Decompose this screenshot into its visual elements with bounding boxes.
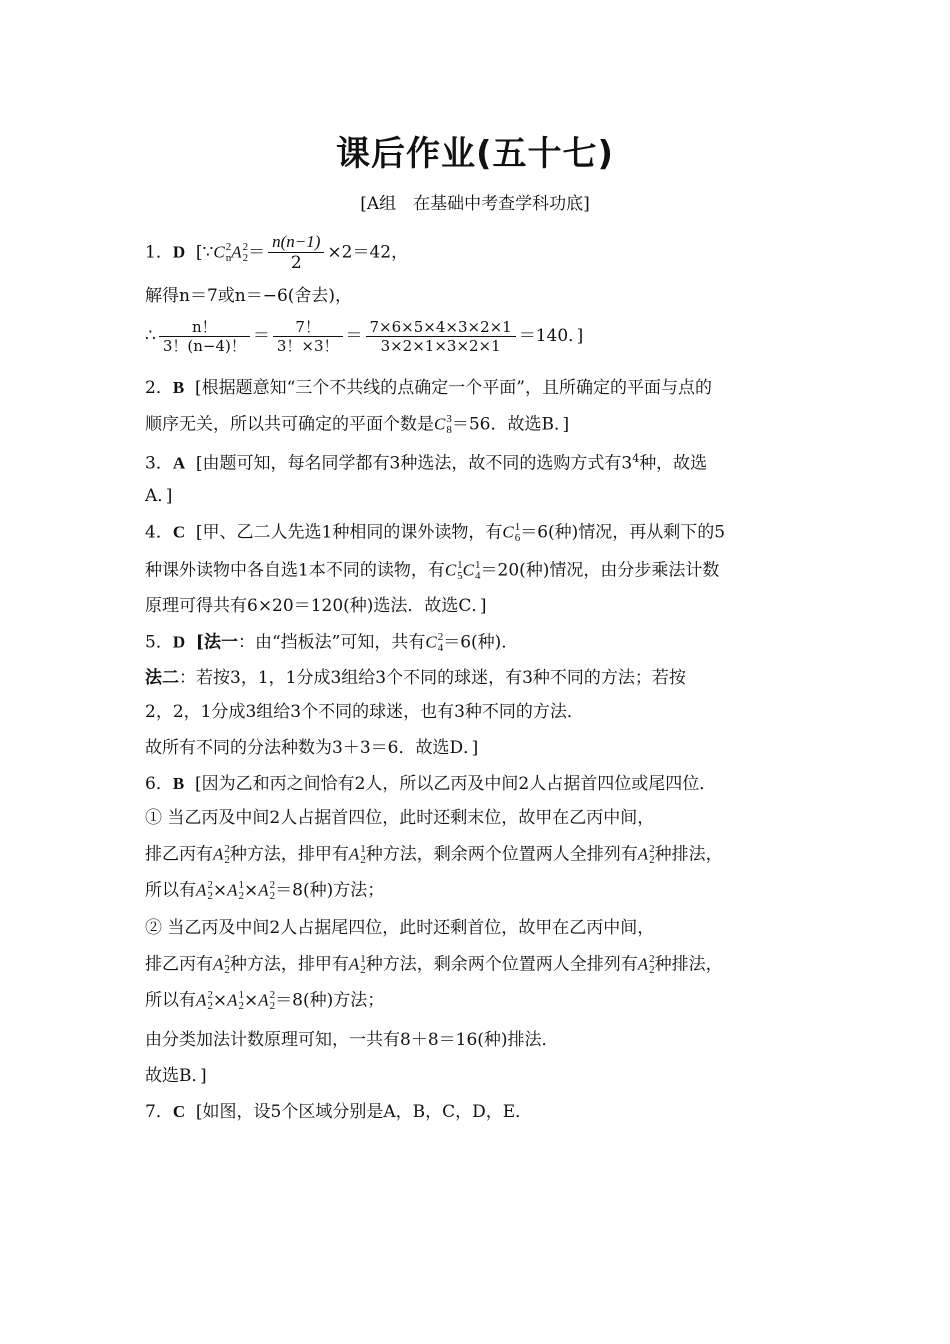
q5-answer: D bbox=[172, 632, 186, 652]
q4-line2: 种课外读物中各自选1本不同的读物，有C 1 5 C 1 4 ＝20(种)情况，由分步乘法计数 bbox=[145, 559, 720, 582]
q4-line1: 4．C [甲、乙二人先选1种相同的课外读物，有C 1 6 ＝6(种)情况，再从剩下的5 bbox=[145, 521, 726, 544]
q1-line1: 1．D [∵C 2 n A 2 2 ＝ $\frac{n(n-1)}{2}$ ×2＝42， bbox=[145, 232, 409, 274]
q1-fraction: $\frac{n(n-1)}{2}$ bbox=[268, 232, 324, 274]
q3-line2: A．] bbox=[145, 486, 173, 506]
q5-line2: 法二：若按3，1，1分成3组给3个不同的球迷，有3种不同的方法；若按 bbox=[145, 668, 686, 688]
q6-case1: ① 当乙丙及中间2人占据首四位，此时还剩末位，故甲在乙丙中间， bbox=[145, 808, 655, 828]
q6-sum1: 所以有A 2 2 ×A 1 2 ×A 2 2 ＝8(种)方法； bbox=[145, 879, 385, 902]
q2-line2: 顺序无关，所以共可确定的平面个数是C 3 8 ＝56．故选B．] bbox=[145, 413, 570, 436]
q4-answer: C bbox=[172, 522, 186, 542]
q1-line3: ∴ $\frac{n!}{3!(n-4)!}$ ＝ $\frac{7!}{3!\times 3!}$ ＝ $\frac{7\times 6\times 5\times 4\times 3\times 2\times 1}{3\times 2\times 1\times 3\times 2\times 1}$ ＝140．] bbox=[145, 318, 584, 355]
q6-answer: B bbox=[172, 774, 185, 793]
q1-answer: D bbox=[172, 242, 186, 262]
q3-answer: A bbox=[172, 453, 186, 473]
q6-conclusion: 故选B．] bbox=[145, 1066, 207, 1086]
q6-line1: 6．B [因为乙和丙之间恰有2人，所以乙丙及中间2人占据首四位或尾四位． bbox=[145, 774, 717, 794]
q3-line1: 3．A [由题可知，每名同学都有3种选法，故不同的选购方式有$3^4$种，故选 bbox=[145, 452, 708, 474]
q6-arrange2: 排乙丙有A 2 2 种方法，排甲有A 1 2 种方法，剩余两个位置两人全排列有A 2 2 种排法， bbox=[145, 953, 723, 976]
q5-line1: 5．D [法一：由“挡板法”可知，共有C 2 4 ＝6(种)． bbox=[145, 631, 519, 654]
q1-line2: 解得n＝7或n＝−6(舍去)， bbox=[145, 286, 353, 306]
q6-sum2: 所以有A 2 2 ×A 1 2 ×A 2 2 ＝8(种)方法； bbox=[145, 989, 385, 1012]
q7-line1: 7．C [如图，设5个区域分别是A，B，C，D，E． bbox=[145, 1102, 533, 1122]
q2-answer: B bbox=[172, 378, 185, 397]
q5-line3: 2，2，1分成3组给3个不同的球迷，也有3种不同的方法． bbox=[145, 702, 584, 722]
section-subtitle: [A组 在基础中考查学科功底] bbox=[360, 194, 590, 214]
q7-answer: C bbox=[172, 1102, 186, 1121]
q5-line4: 故所有不同的分法种数为3＋3＝6．故选D．] bbox=[145, 738, 479, 758]
q6-case2: ② 当乙丙及中间2人占据尾四位，此时还剩首位，故甲在乙丙中间， bbox=[145, 918, 655, 938]
page-title: 课后作业(五十七) bbox=[335, 134, 615, 174]
q6-arrange1: 排乙丙有A 2 2 种方法，排甲有A 1 2 种方法，剩余两个位置两人全排列有A 2 2 种排法， bbox=[145, 843, 723, 866]
q6-final: 由分类加法计数原理可知，一共有8＋8＝16(种)排法． bbox=[145, 1030, 559, 1050]
q2-line1: 2．B [根据题意知“三个不共线的点确定一个平面”，且所确定的平面与点的 bbox=[145, 378, 712, 398]
q4-line3: 原理可得共有6×20＝120(种)选法．故选C．] bbox=[145, 596, 487, 616]
